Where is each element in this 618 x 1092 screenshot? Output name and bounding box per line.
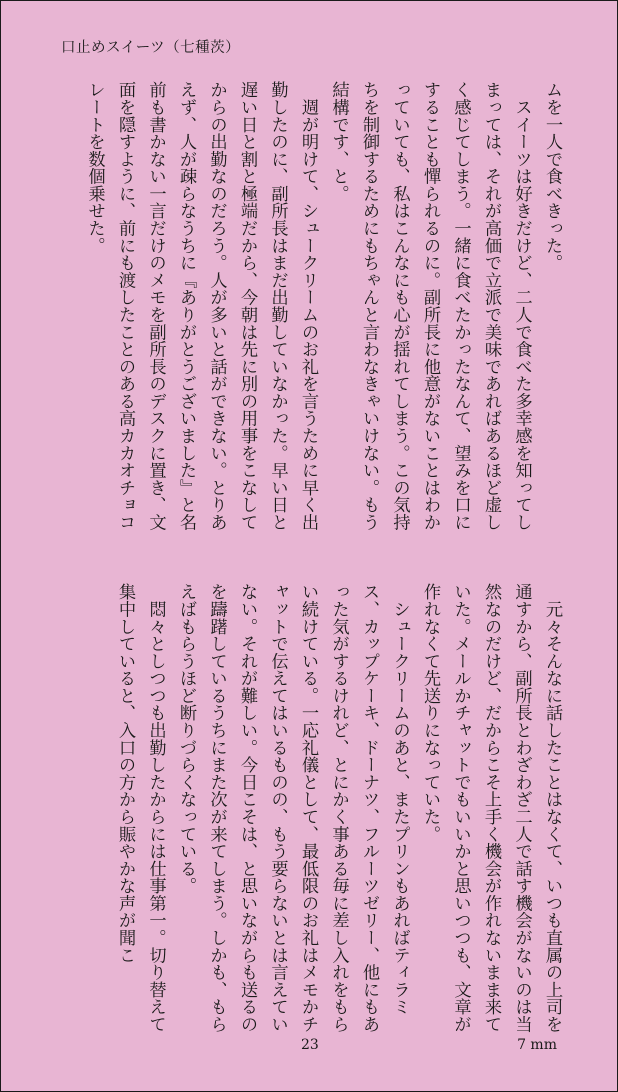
paragraph: ムを一人で食べきった。 bbox=[542, 81, 562, 272]
text-block-bottom bbox=[57, 583, 567, 1033]
paragraph: 元々そんなに話したことはなくて、いつも直属の上司を通すから、副所長とわざわざ二人で話す機会がないのは当然なのだけど、だからこそ上手く機会が作れないまま来ていた。メールかチャットでもいいかと思いつつも、文章が作れなくて先送りになっていた。 bbox=[420, 583, 562, 1033]
text-block-top bbox=[57, 81, 567, 541]
running-header-title: 口止めスイーツ（七種茨） bbox=[61, 40, 241, 56]
paragraph: スイーツは好きだけど、二人で食べた多幸感を知ってしまっては、それが高価で立派で美味であればあるほど虚しく感じてしまう。一緒に食べたかったなんて、望みを口にすることも憚られるのに。副所長に他意がないことはわかっていても、私はこんなにも心が揺れてしまう。この気持ちを制御するためにもちゃんと言わなきゃいけない。もう結構です、と。 bbox=[328, 81, 532, 531]
spine-width-label: 7 mm bbox=[517, 1037, 557, 1053]
paragraph: 悶々としつつも出勤したからには仕事第一。切り替えて集中していると、入口の方から賑やかな声が聞こ bbox=[115, 583, 166, 1033]
paragraph: シュークリームのあと、またプリンもあればティラミス、カップケーキ、ドーナツ、フルーツゼリー、他にもあった気がするけれど、とにかく事ある毎に差し入れをもらい続けている。一応礼儀として、最低限のお礼はメモかチャットで伝えてはいるものの、もう要らないとは言えていない。それが難しい。今日こそは、と思いながらも送るのを躊躇しているうちにまた次が来てしまう。しかも、もらえばもらうほど断りづらくなっている。 bbox=[176, 583, 410, 1033]
page-number: 23 bbox=[301, 1037, 319, 1053]
paragraph: 週が明けて、シュークリームのお礼を言うために早く出勤したのに、副所長はまだ出勤していなかった。早い日と遅い日と割と極端だから、今朝は先に別の用事をこなしてからの出勤なのだろう。人が多いと話ができない。とりあえず、人が疎らなうちに『ありがとうございました』と名前も書かない一言だけのメモを副所長のデスクに置き、文面を隠すように、前にも渡したことのある高カカオチョコレートを数個乗せた。 bbox=[84, 81, 318, 531]
